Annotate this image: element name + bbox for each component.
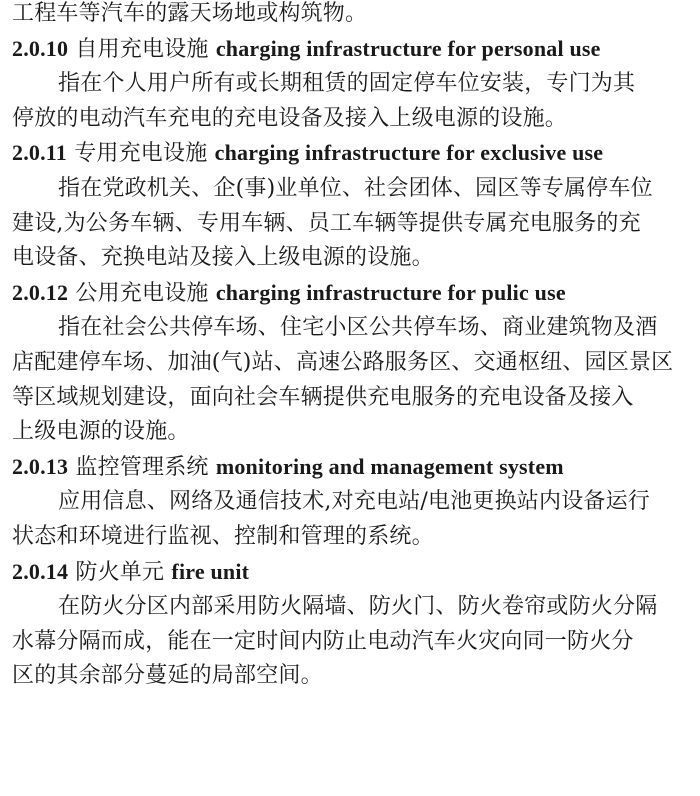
term-heading-2-0-14 (12, 555, 690, 591)
definition-line: 等区域规划建设，面向社会车辆提供充电服务的充电设备及接入 (12, 384, 634, 410)
definition-line: 状态和环境进行监视、控制和管理的系统。 (12, 523, 434, 549)
term-number: 2.0.12 (12, 279, 69, 305)
term-english: monitoring and management system (215, 453, 564, 479)
term-english: fire unit (171, 558, 250, 584)
definition-line: 水幕分隔而成，能在一定时间内防止电动汽车火灾向同一防火分 (12, 628, 634, 654)
term-chinese: 自用充电设施 (75, 36, 209, 62)
term-english: charging infrastructure for exclusive use (214, 140, 604, 166)
term-chinese: 防火单元 (75, 559, 165, 585)
term-number: 2.0.10 (12, 35, 69, 61)
term-chinese: 专用充电设施 (74, 141, 208, 167)
definition-line: 停放的电动汽车充电的充电设备及接入上级电源的设施。 (12, 105, 568, 131)
definition-line: 指在个人用户所有或长期租赁的固定停车位安装，专门为其 (58, 71, 636, 97)
term-number: 2.0.13 (12, 453, 69, 479)
definition-line: 上级电源的设施。 (12, 419, 190, 445)
intro-tail-line: 工程车等汽车的露天场地或构筑物。 (12, 1, 368, 26)
term-english: charging infrastructure for personal use (215, 35, 601, 61)
definition-line: 店配建停车场、加油(气)站、高速公路服务区、交通枢纽、园区景区 (12, 349, 674, 375)
definition-line: 应用信息、网络及通信技术,对充电站/电池更换站内设备运行 (58, 489, 651, 515)
definition-line: 区的其余部分蔓延的局部空间。 (12, 663, 323, 689)
definition-line: 建设,为公务车辆、专用车辆、员工车辆等提供专属充电服务的充 (12, 210, 641, 236)
term-heading-2-0-12 (12, 276, 690, 312)
term-english: charging infrastructure for pulic use (215, 279, 566, 305)
term-heading-2-0-13 (12, 450, 690, 486)
term-number: 2.0.14 (12, 558, 69, 584)
term-chinese: 监控管理系统 (75, 454, 209, 480)
term-heading-2-0-11 (12, 136, 690, 172)
term-number: 2.0.11 (12, 140, 67, 166)
definition-line: 在防火分区内部采用防火隔墙、防火门、防火卷帘或防火分隔 (58, 594, 658, 620)
term-heading-2-0-10 (12, 32, 690, 68)
definition-line: 指在社会公共停车场、住宅小区公共停车场、商业建筑物及酒 (58, 315, 658, 341)
definition-line: 指在党政机关、企(事)业单位、社会团体、园区等专属停车位 (58, 175, 653, 201)
term-chinese: 公用充电设施 (75, 280, 209, 306)
definition-line: 电设备、充换电站及接入上级电源的设施。 (12, 245, 434, 271)
